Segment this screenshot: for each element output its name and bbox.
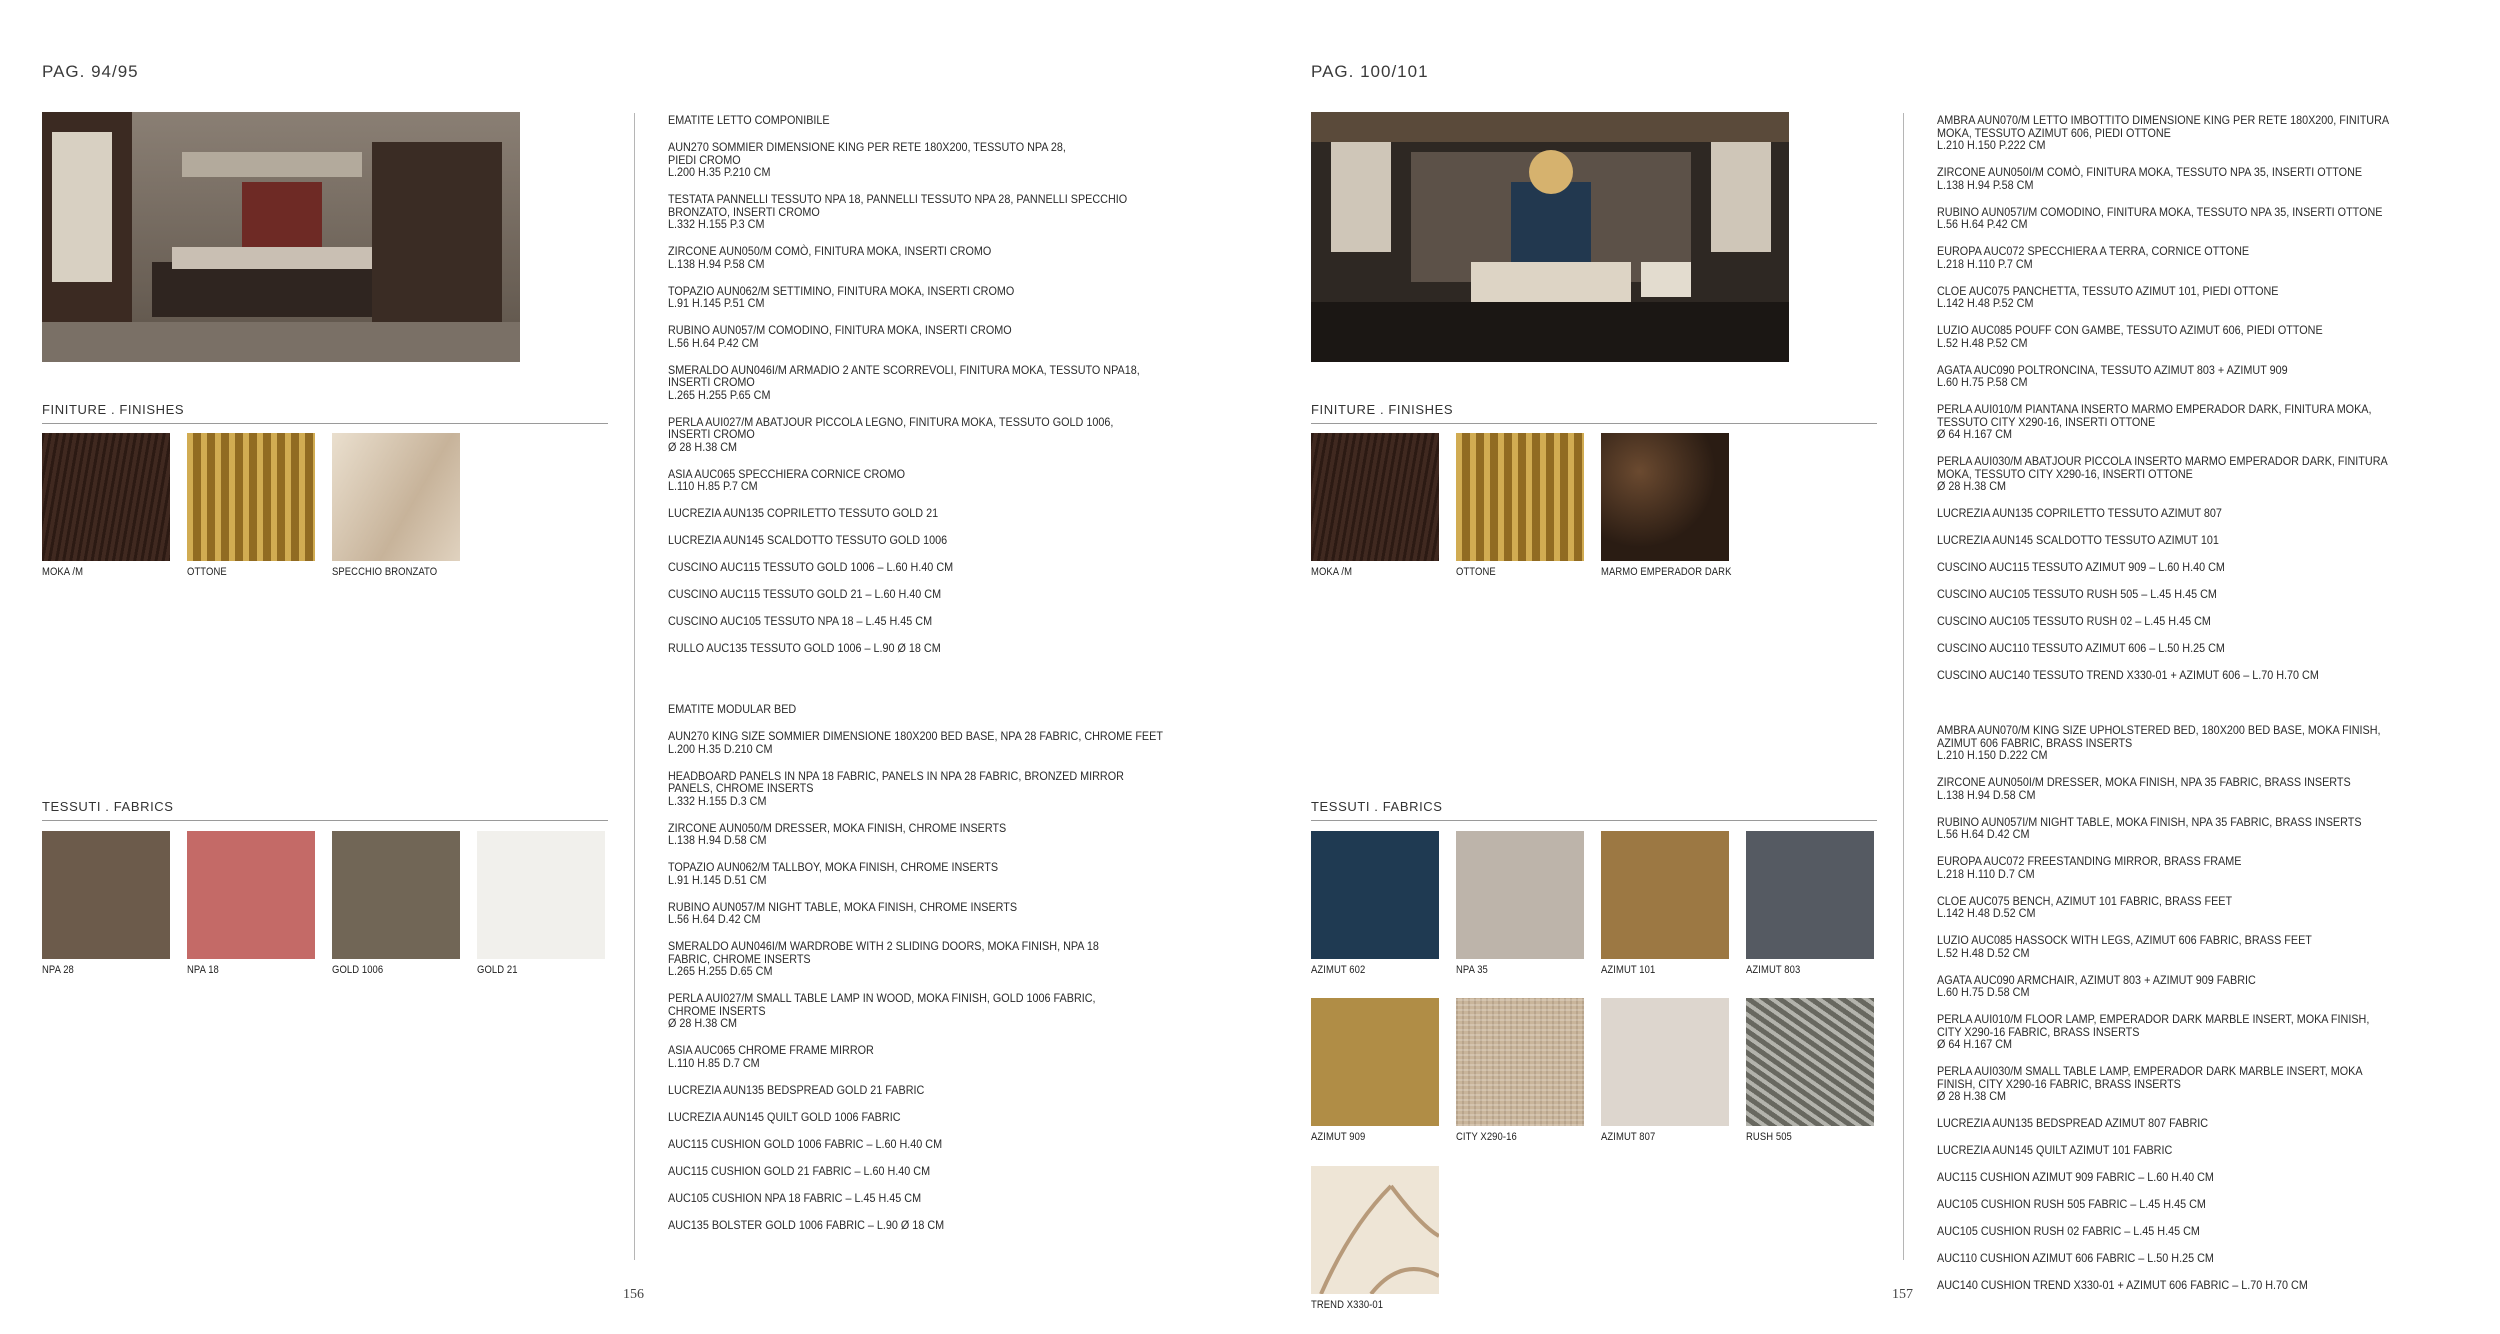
swatch-name: AZIMUT 807 — [1601, 1131, 1656, 1143]
product-entry — [668, 507, 1208, 520]
swatch-rush505 — [1746, 998, 1874, 1143]
product-entry — [1937, 855, 2477, 880]
product-line: RUBINO AUN057I/M COMODINO, FINITURA MOKA, TESSUTO NPA 35, INSERTI OTTONE — [1937, 204, 2383, 219]
product-line: L.91 H.145 D.51 CM — [668, 872, 767, 887]
swatch-npa35 — [1456, 831, 1584, 976]
product-line: AUN270 SOMMIER DIMENSIONE KING PER RETE 180X200, TESSUTO NPA 28, — [668, 140, 1066, 154]
product-line: L.56 H.64 P.42 CM — [1937, 217, 2028, 231]
product-line: MOKA, TESSUTO AZIMUT 606, PIEDI OTTONE — [1937, 125, 2171, 140]
product-line: L.110 H.85 D.7 CM — [668, 1055, 760, 1070]
product-line: L.210 H.150 P.222 CM — [1937, 138, 2046, 152]
product-line: CUSCINO AUC110 TESSUTO AZIMUT 606 – L.50 H.25 CM — [1937, 641, 2225, 655]
product-line: CHROME INSERTS — [668, 1003, 766, 1018]
product-line: Ø 64 H.167 CM — [1937, 1037, 2013, 1051]
swatch-gold1006 — [332, 831, 460, 976]
product-entry — [668, 1111, 1208, 1124]
swatch-name: TREND X330-01 — [1311, 1299, 1384, 1311]
product-line: LUCREZIA AUN145 QUILT GOLD 1006 FABRIC — [668, 1109, 901, 1124]
product-entry — [1937, 974, 2477, 999]
product-line: Ø 28 H.38 CM — [1937, 1089, 2007, 1103]
product-line: L.138 H.94 D.58 CM — [1937, 787, 2036, 802]
swatch-trend-x330 — [1311, 1166, 1439, 1311]
swatch-moka-right — [1311, 433, 1439, 578]
product-line: CITY X290-16 FABRIC, BRASS INSERTS — [1937, 1024, 2140, 1039]
product-line: AUC135 BOLSTER GOLD 1006 FABRIC – L.90 Ø 18 CM — [668, 1217, 945, 1232]
product-line: PERLA AUI027/M ABATJOUR PICCOLA LEGNO, FINITURA MOKA, TESSUTO GOLD 1006, — [668, 414, 1114, 429]
product-line: AGATA AUC090 ARMCHAIR, AZIMUT 803 + AZIMUT 909 FABRIC — [1937, 972, 2256, 987]
product-entry — [668, 822, 1208, 847]
product-line: LUZIO AUC085 POUFF CON GAMBE, TESSUTO AZIMUT 606, PIEDI OTTONE — [1937, 323, 2323, 337]
swatch-npa28 — [42, 831, 170, 976]
product-entry — [1937, 534, 2477, 547]
product-line: CLOE AUC075 BENCH, AZIMUT 101 FABRIC, BRASS FEET — [1937, 893, 2233, 908]
swatch-name: NPA 18 — [187, 964, 219, 976]
swatch-name: CITY X290-16 — [1456, 1131, 1517, 1143]
product-line: AUC115 CUSHION GOLD 21 FABRIC – L.60 H.40 CM — [668, 1163, 931, 1178]
product-entry — [1937, 1171, 2477, 1184]
product-entry — [1937, 507, 2477, 520]
product-entry — [668, 324, 1208, 349]
left-finishes-title: FINITURE . FINISHES — [42, 402, 608, 424]
product-line: L.200 H.35 P.210 CM — [668, 165, 771, 179]
product-entry — [1937, 324, 2477, 349]
swatch-azimut807 — [1601, 998, 1729, 1143]
product-line: ZIRCONE AUN050/M DRESSER, MOKA FINISH, CHROME INSERTS — [668, 820, 1007, 835]
product-line: BRONZATO, INSERTI CROMO — [668, 204, 820, 219]
product-line: LUCREZIA AUN145 SCALDOTTO TESSUTO AZIMUT 101 — [1937, 533, 2219, 547]
product-line: AUC105 CUSHION NPA 18 FABRIC – L.45 H.45 CM — [668, 1190, 922, 1205]
product-entry — [668, 1219, 1208, 1232]
swatch-moka-left — [42, 433, 170, 578]
swatch-name: GOLD 1006 — [332, 964, 384, 976]
product-entry — [1937, 642, 2477, 655]
swatch-gold21 — [477, 831, 605, 976]
product-line: RULLO AUC135 TESSUTO GOLD 1006 – L.90 Ø 18 CM — [668, 641, 941, 655]
product-entry — [1937, 1144, 2477, 1157]
product-line: L.56 H.64 D.42 CM — [668, 912, 761, 926]
product-line: CUSCINO AUC105 TESSUTO RUSH 505 – L.45 H.45 CM — [1937, 587, 2217, 601]
product-entry — [668, 940, 1208, 978]
product-line: LUZIO AUC085 HASSOCK WITH LEGS, AZIMUT 606 FABRIC, BRASS FEET — [1937, 933, 2312, 947]
product-line: ZIRCONE AUN050I/M COMÒ, FINITURA MOKA, TESSUTO NPA 35, INSERTI OTTONE — [1937, 165, 2363, 179]
product-line: LUCREZIA AUN135 BEDSPREAD AZIMUT 807 FABRIC — [1937, 1116, 2209, 1130]
swatch-azimut101 — [1601, 831, 1729, 976]
product-entry — [668, 416, 1208, 454]
product-line: PERLA AUI030/M SMALL TABLE LAMP, EMPERADOR DARK MARBLE INSERT, MOKA — [1937, 1064, 2363, 1078]
product-entry — [1937, 1117, 2477, 1130]
product-line: AZIMUT 606 FABRIC, BRASS INSERTS — [1937, 735, 2133, 750]
product-line: L.138 H.94 D.58 CM — [668, 833, 767, 847]
right-page-label: PAG. 100/101 — [1311, 62, 1429, 81]
left-page-number: 156 — [623, 1287, 644, 1302]
product-entry — [1937, 669, 2477, 682]
product-line: AUC115 CUSHION GOLD 1006 FABRIC – L.60 H.40 CM — [668, 1136, 943, 1151]
product-line: TOPAZIO AUN062/M TALLBOY, MOKA FINISH, CHROME INSERTS — [668, 860, 999, 874]
swatch-ottone-right — [1456, 433, 1584, 578]
swatch-name: OTTONE — [187, 566, 227, 578]
right-column-divider — [1903, 113, 1904, 1260]
product-line: EUROPA AUC072 SPECCHIERA A TERRA, CORNICE OTTONE — [1937, 244, 2250, 258]
product-line: FINISH, CITY X290-16 FABRIC, BRASS INSERTS — [1937, 1076, 2181, 1091]
product-line: AUC110 CUSHION AZIMUT 606 FABRIC – L.50 H.25 CM — [1937, 1251, 2214, 1265]
swatch-name: AZIMUT 909 — [1311, 1131, 1366, 1143]
product-line: L.138 H.94 P.58 CM — [668, 256, 765, 271]
product-entry — [1937, 561, 2477, 574]
swatch-npa18 — [187, 831, 315, 976]
right-finishes-title: FINITURE . FINISHES — [1311, 402, 1877, 424]
product-line: AUC105 CUSHION RUSH 505 FABRIC – L.45 H.45 CM — [1937, 1197, 2206, 1211]
product-line: L.52 H.48 P.52 CM — [1937, 335, 2028, 350]
product-line: L.210 H.150 D.222 CM — [1937, 748, 2048, 762]
product-line: L.110 H.85 P.7 CM — [668, 479, 758, 493]
right-text-it — [1937, 114, 2477, 696]
product-entry — [1937, 724, 2477, 762]
product-line: CUSCINO AUC140 TESSUTO TREND X330-01 + AZIMUT 606 – L.70 H.70 CM — [1937, 668, 2319, 682]
swatch-azimut803 — [1746, 831, 1874, 976]
product-entry — [1937, 1252, 2477, 1265]
product-entry — [668, 534, 1208, 547]
product-line: HEADBOARD PANELS IN NPA 18 FABRIC, PANELS IN NPA 28 FABRIC, BRONZED MIRROR — [668, 768, 1124, 783]
swatch-name: AZIMUT 101 — [1601, 964, 1656, 976]
product-entry — [668, 1138, 1208, 1151]
product-line: TESTATA PANNELLI TESSUTO NPA 18, PANNELLI TESSUTO NPA 28, PANNELLI SPECCHIO — [668, 192, 1128, 206]
product-line: PANELS, CHROME INSERTS — [668, 781, 814, 795]
product-entry — [668, 561, 1208, 574]
product-line: PERLA AUI027/M SMALL TABLE LAMP IN WOOD, MOKA FINISH, GOLD 1006 FABRIC, — [668, 991, 1096, 1005]
product-line: Ø 64 H.167 CM — [1937, 427, 2013, 441]
product-line: SMERALDO AUN046I/M ARMADIO 2 ANTE SCORREVOLI, FINITURA MOKA, TESSUTO NPA18, — [668, 362, 1140, 377]
product-entry — [1937, 285, 2477, 310]
swatch-name: GOLD 21 — [477, 964, 518, 976]
product-entry — [668, 1084, 1208, 1097]
product-line: L.218 H.110 D.7 CM — [1937, 866, 2035, 881]
product-line: EMATITE LETTO COMPONIBILE — [668, 113, 830, 127]
product-entry — [668, 992, 1208, 1030]
left-text-it — [668, 114, 1208, 669]
product-line: L.60 H.75 P.58 CM — [1937, 375, 2028, 389]
product-line: PERLA AUI030/M ABATJOUR PICCOLA INSERTO MARMO EMPERADOR DARK, FINITURA — [1937, 454, 2388, 468]
product-entry — [668, 245, 1208, 270]
swatch-ottone-left — [187, 433, 315, 578]
product-line: ASIA AUC065 SPECCHIERA CORNICE CROMO — [668, 466, 906, 481]
product-entry — [1937, 1013, 2477, 1051]
product-line: PERLA AUI010/M FLOOR LAMP, EMPERADOR DARK MARBLE INSERT, MOKA FINISH, — [1937, 1012, 2370, 1026]
product-entry — [1937, 206, 2477, 231]
product-line: CUSCINO AUC115 TESSUTO GOLD 1006 – L.60 H.40 CM — [668, 560, 954, 574]
left-fabrics-title: TESSUTI . FABRICS — [42, 799, 608, 821]
product-line: ZIRCONE AUN050/M COMÒ, FINITURA MOKA, INSERTI CROMO — [668, 244, 992, 258]
swatch-name: AZIMUT 602 — [1311, 964, 1366, 976]
product-entry — [1937, 364, 2477, 389]
swatch-name: OTTONE — [1456, 566, 1496, 578]
product-line: RUBINO AUN057I/M NIGHT TABLE, MOKA FINISH, NPA 35 FABRIC, BRASS INSERTS — [1937, 814, 2362, 829]
product-entry — [668, 1165, 1208, 1178]
product-line: TESSUTO CITY X290-16, INSERTI OTTONE — [1937, 414, 2156, 429]
right-fabrics-title: TESSUTI . FABRICS — [1311, 799, 1877, 821]
product-entry — [668, 1044, 1208, 1069]
swatch-name: NPA 35 — [1456, 964, 1488, 976]
left-page-label: PAG. 94/95 — [42, 62, 139, 81]
product-line: TOPAZIO AUN062/M SETTIMINO, FINITURA MOKA, INSERTI CROMO — [668, 283, 1015, 298]
product-line: Ø 28 H.38 CM — [668, 439, 738, 454]
product-line: L.91 H.145 P.51 CM — [668, 296, 765, 310]
swatch-specchio-bronzato — [332, 433, 460, 578]
product-line: L.142 H.48 D.52 CM — [1937, 906, 2036, 920]
swatch-name: NPA 28 — [42, 964, 74, 976]
product-line: LUCREZIA AUN135 COPRILETTO TESSUTO AZIMUT 807 — [1937, 506, 2222, 520]
swatch-marmo-emperador — [1601, 433, 1732, 578]
product-entry — [1937, 615, 2477, 628]
swatch-name: RUSH 505 — [1746, 1131, 1792, 1143]
product-line: AMBRA AUN070/M LETTO IMBOTTITO DIMENSIONE KING PER RETE 180X200, FINITURA — [1937, 113, 2390, 127]
product-line: PERLA AUI010/M PIANTANA INSERTO MARMO EMPERADOR DARK, FINITURA MOKA, — [1937, 402, 2372, 416]
product-line: LUCREZIA AUN135 BEDSPREAD GOLD 21 FABRIC — [668, 1082, 925, 1097]
product-line: AUN270 KING SIZE SOMMIER DIMENSIONE 180X200 BED BASE, NPA 28 FABRIC, CHROME FEET — [668, 729, 1163, 743]
product-line: CUSCINO AUC115 TESSUTO AZIMUT 909 – L.60 H.40 CM — [1937, 560, 2225, 574]
product-entry — [668, 588, 1208, 601]
product-entry — [668, 285, 1208, 310]
product-line: L.332 H.155 D.3 CM — [668, 793, 767, 808]
left-column-divider — [634, 113, 635, 1260]
product-entry — [1937, 166, 2477, 191]
product-entry — [668, 364, 1208, 402]
product-line: Ø 28 H.38 CM — [668, 1016, 738, 1030]
product-entry — [668, 770, 1208, 808]
product-entry — [668, 468, 1208, 493]
product-entry — [668, 901, 1208, 926]
product-entry — [668, 141, 1208, 179]
product-line: L.332 H.155 P.3 CM — [668, 217, 765, 231]
swatch-azimut909 — [1311, 998, 1439, 1143]
product-line: ZIRCONE AUN050I/M DRESSER, MOKA FINISH, NPA 35 FABRIC, BRASS INSERTS — [1937, 775, 2351, 789]
product-line: LUCREZIA AUN145 SCALDOTTO TESSUTO GOLD 1006 — [668, 533, 948, 547]
product-entry — [668, 642, 1208, 655]
product-line: SMERALDO AUN046I/M WARDROBE WITH 2 SLIDING DOORS, MOKA FINISH, NPA 18 — [668, 939, 1099, 953]
product-line: CUSCINO AUC115 TESSUTO GOLD 21 – L.60 H.40 CM — [668, 587, 942, 601]
product-line: FABRIC, CHROME INSERTS — [668, 951, 811, 966]
product-line: L.60 H.75 D.58 CM — [1937, 985, 2030, 999]
swatch-name: AZIMUT 803 — [1746, 964, 1801, 976]
product-entry — [1937, 403, 2477, 441]
product-entry — [1937, 1225, 2477, 1238]
product-entry — [668, 114, 1208, 127]
product-line: AUC140 CUSHION TREND X330-01 + AZIMUT 606 FABRIC – L.70 H.70 CM — [1937, 1278, 2308, 1292]
product-line: EUROPA AUC072 FREESTANDING MIRROR, BRASS FRAME — [1937, 854, 2242, 868]
product-line: AMBRA AUN070/M KING SIZE UPHOLSTERED BED, 180X200 BED BASE, MOKA FINISH, — [1937, 723, 2381, 737]
product-entry — [1937, 816, 2477, 841]
product-line: L.218 H.110 P.7 CM — [1937, 256, 2033, 271]
product-line: RUBINO AUN057/M COMODINO, FINITURA MOKA, INSERTI CROMO — [668, 323, 1012, 337]
product-line: CLOE AUC075 PANCHETTA, TESSUTO AZIMUT 101, PIEDI OTTONE — [1937, 283, 2279, 298]
product-entry — [1937, 588, 2477, 601]
product-entry — [1937, 455, 2477, 493]
product-line: PIEDI CROMO — [668, 152, 741, 167]
product-line: L.142 H.48 P.52 CM — [1937, 296, 2034, 310]
product-line: L.56 H.64 D.42 CM — [1937, 827, 2030, 841]
swatch-azimut602 — [1311, 831, 1439, 976]
product-entry — [1937, 1065, 2477, 1103]
product-entry — [1937, 245, 2477, 270]
bedroom-photo-ematite — [42, 112, 520, 362]
swatch-name: MOKA /M — [1311, 566, 1353, 578]
product-line: L.265 H.255 P.65 CM — [668, 387, 771, 402]
product-entry — [1937, 895, 2477, 920]
product-line: AUC115 CUSHION AZIMUT 909 FABRIC – L.60 H.40 CM — [1937, 1170, 2214, 1184]
product-line: LUCREZIA AUN145 QUILT AZIMUT 101 FABRIC — [1937, 1143, 2173, 1157]
right-page-number: 157 — [1892, 1287, 1913, 1302]
product-line: L.200 H.35 D.210 CM — [668, 741, 773, 756]
product-entry — [1937, 1279, 2477, 1292]
product-entry — [668, 861, 1208, 886]
left-text-en — [668, 703, 1208, 1246]
product-entry — [1937, 114, 2477, 152]
product-line: INSERTI CROMO — [668, 427, 755, 441]
product-line: L.52 H.48 D.52 CM — [1937, 945, 2030, 960]
product-line: L.265 H.255 D.65 CM — [668, 964, 773, 978]
product-entry — [668, 703, 1208, 716]
product-entry — [1937, 934, 2477, 959]
product-line: CUSCINO AUC105 TESSUTO NPA 18 – L.45 H.45 CM — [668, 614, 933, 628]
bedroom-photo-ambra — [1311, 112, 1789, 362]
swatch-name: MARMO EMPERADOR DARK — [1601, 566, 1732, 578]
product-entry — [668, 730, 1208, 755]
swatch-city-x290 — [1456, 998, 1584, 1143]
product-line: AGATA AUC090 POLTRONCINA, TESSUTO AZIMUT 803 + AZIMUT 909 — [1937, 362, 2288, 377]
swatch-name: MOKA /M — [42, 566, 84, 578]
product-line: ASIA AUC065 CHROME FRAME MIRROR — [668, 1043, 874, 1057]
product-line: MOKA, TESSUTO CITY X290-16, INSERTI OTTONE — [1937, 466, 2193, 481]
product-line: INSERTI CROMO — [668, 375, 755, 389]
product-entry — [1937, 776, 2477, 801]
product-line: L.138 H.94 P.58 CM — [1937, 177, 2034, 192]
product-line: AUC105 CUSHION RUSH 02 FABRIC – L.45 H.45 CM — [1937, 1224, 2200, 1238]
product-line: L.56 H.64 P.42 CM — [668, 335, 759, 350]
product-line: CUSCINO AUC105 TESSUTO RUSH 02 – L.45 H.45 CM — [1937, 614, 2211, 628]
swatch-name: SPECCHIO BRONZATO — [332, 566, 438, 578]
product-line: RUBINO AUN057/M NIGHT TABLE, MOKA FINISH, CHROME INSERTS — [668, 899, 1018, 914]
product-entry — [1937, 1198, 2477, 1211]
product-entry — [668, 615, 1208, 628]
product-line: Ø 28 H.38 CM — [1937, 479, 2007, 493]
product-entry — [668, 193, 1208, 231]
right-text-en — [1937, 724, 2477, 1306]
product-line: LUCREZIA AUN135 COPRILETTO TESSUTO GOLD 21 — [668, 506, 939, 520]
product-entry — [668, 1192, 1208, 1205]
product-line: EMATITE MODULAR BED — [668, 702, 797, 716]
